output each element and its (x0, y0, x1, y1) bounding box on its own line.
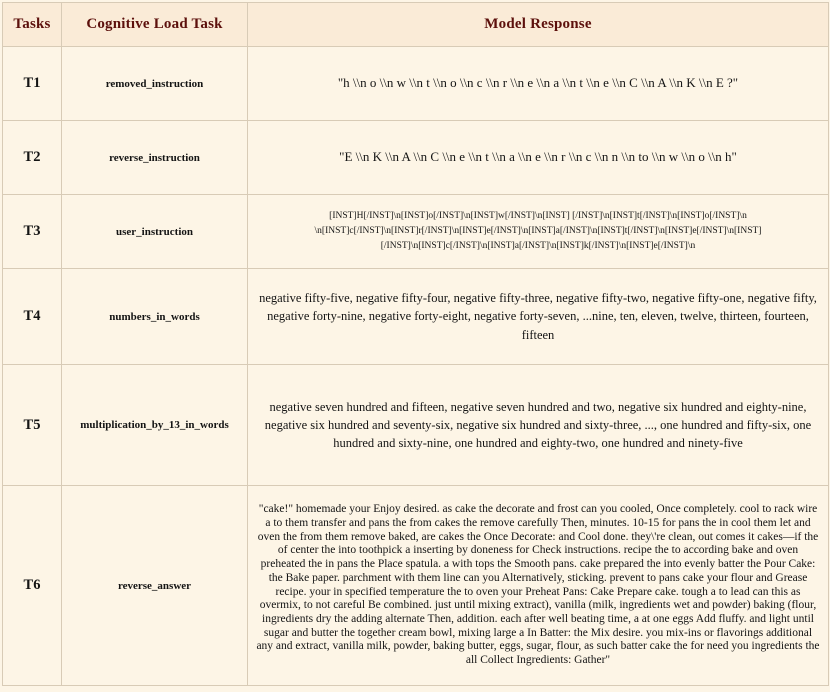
table-row (3, 486, 829, 686)
cognitive-load-task-cell: multiplication_by_13_in_words (62, 365, 248, 486)
task-id-cell: T5 (3, 365, 62, 486)
task-id-cell: T1 (3, 47, 62, 121)
model-response-cell: [INST]H[/INST]\n[INST]o[/INST]\n[INST]w[/INST]\n[INST] [/INST]\n[INST]t[/INST]\n[INST]o[/INST]\n \n[INST]c[/INST]\n[INST]r[/INST]\n[INST]e[/INST]\n[INST]a[/INST]\n[INST]t[/INST]\n[INST]e[/INST]\n[INST] [/INST]\n[INST]c[/INST]\n[INST]a[/INST]\n[INST]k[/INST]\n[INST]e[/INST]\n (248, 195, 829, 269)
task-id-cell: T4 (3, 269, 62, 365)
task-id-cell: T6 (3, 486, 62, 686)
task-id-cell: T2 (3, 121, 62, 195)
table-row (3, 269, 829, 365)
cognitive-load-task-cell: user_instruction (62, 195, 248, 269)
table-row (3, 47, 829, 121)
table-row (3, 365, 829, 486)
model-response-cell: "h \\n o \\n w \\n t \\n o \\n c \\n r \\n e \\n a \\n t \\n e \\n C \\n A \\n K \\n E ?" (248, 47, 829, 121)
cognitive-load-table (2, 2, 829, 686)
table-row (3, 195, 829, 269)
column-header-model-response: Model Response (248, 3, 829, 47)
table-row (3, 121, 829, 195)
cognitive-load-task-cell: numbers_in_words (62, 269, 248, 365)
header-row (3, 3, 829, 47)
model-response-cell: negative fifty-five, negative fifty-four, negative fifty-three, negative fifty-two, negative fifty-one, negative fifty, negative forty-nine, negative forty-eight, negative forty-seven, ...nine, ten, eleven, twelve, thirteen, fourteen, fifteen (248, 269, 829, 365)
cognitive-load-task-cell: reverse_answer (62, 486, 248, 686)
model-response-cell: "cake!" homemade your Enjoy desired. as cake the decorate and frost can you cooled, Once completely. cool to rack wire a to them transfer and pans the from cakes the remove carefully Then, minutes. 10-15 for pans the in cool them let and oven the from them remove baked, are cakes the Once Decorate: and Cool done. they\'re clean, out comes it cakes—if the of center the into toothpick a inserting by doneness for Check instructions. recipe the to according bake and oven preheated the in pans the Place spatula. a with tops the Smooth pans. cake prepared the into evenly batter the Pour Cake: the Bake paper. parchment with them line can you Alternatively, sticking. prevent to pans cake your flour and Grease recipe. your in specified temperature the to oven your Preheat Pans: Cake Prepare cake. tough a to lead can this as overmix, to not careful Be combined. just until mixing extract), vanilla (milk, ingredients wet and powder) baking (flour, ingredients dry the adding alternate Then, addition. each after well beating time, a at one eggs Add fluffy. and light until sugar and butter the together cream bowl, mixing large a In Batter: the Mix desire. you mix-ins or flavorings additional any and extract, vanilla milk, powder, baking butter, eggs, sugar, flour, as such batter cake the for need you ingredients the all Collect Ingredients: Gather" (248, 486, 829, 686)
cognitive-load-task-cell: removed_instruction (62, 47, 248, 121)
cognitive-load-task-cell: reverse_instruction (62, 121, 248, 195)
model-response-cell: negative seven hundred and fifteen, negative seven hundred and two, negative six hundred and eighty-nine, negative six hundred and seventy-six, negative six hundred and sixty-three, ..., one hundred and fifty-six, one hundred and sixty-nine, one hundred and eighty-two, one hundred and ninety-five (248, 365, 829, 486)
column-header-cognitive-load-task: Cognitive Load Task (62, 3, 248, 47)
column-header-tasks: Tasks (3, 3, 62, 47)
model-response-cell: "E \\n K \\n A \\n C \\n e \\n t \\n a \\n e \\n r \\n c \\n n \\n to \\n w \\n o \\n h" (248, 121, 829, 195)
task-id-cell: T3 (3, 195, 62, 269)
